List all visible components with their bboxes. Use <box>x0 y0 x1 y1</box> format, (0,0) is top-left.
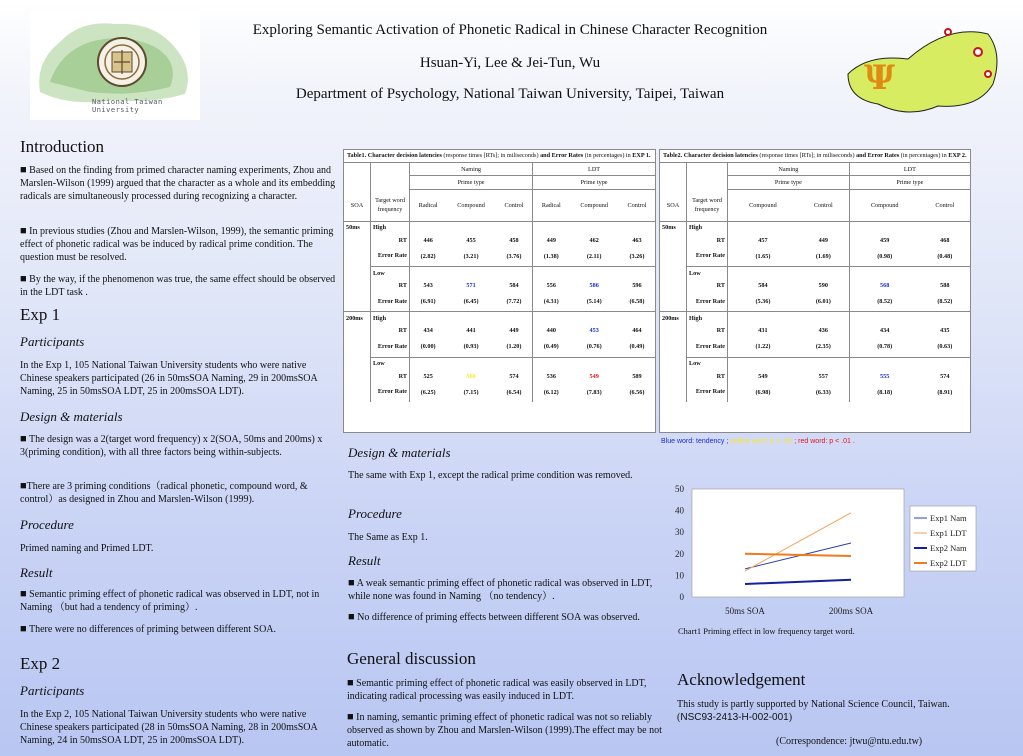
exp2-participants-text: In the Exp 2, 105 National Taiwan University students who were native Chinese speakers participated (28 in 50msSOA Naming, 28 in 200msSOA Naming, 24 in 50msSOA LDT, 25 in 200msSOA LDT). <box>20 709 318 747</box>
table1-cell: (0.49) <box>533 337 570 357</box>
exp1-design-text-1: The design was a 2(target word frequency) x 2(SOA, 50ms and 200ms) x 3(priming condition), with all three factors being within-subjects. <box>20 434 323 459</box>
table2-target-header: Target word frequency <box>687 189 728 221</box>
exp1-heading: Exp 1 <box>20 305 61 324</box>
x-tick-label: 50ms SOA <box>725 606 765 616</box>
table1-col-header: Compound <box>569 189 619 221</box>
ack-text-main: This study is partly supported by National Science Council, Taiwan.( <box>677 699 950 724</box>
table2-cell: 431 <box>728 325 798 337</box>
ack-grant: NSC93-2413-H-002-001 <box>680 712 789 724</box>
table2-cell: 549 <box>728 370 798 382</box>
table2-cell: (8.91) <box>937 388 953 396</box>
table2-error-label: Error Rate <box>687 337 728 357</box>
legend-blue: Blue word: tendency ; <box>661 438 729 445</box>
intro-text-2: In previous studies (Zhou and Marslen-Wilson, 1999), the semantic priming effect of phonetic radical was be induced by radical prime condition. The question must be resolved. <box>20 226 334 264</box>
table1-cell: (3.26) <box>629 252 645 260</box>
table1-prime-type-naming: Prime type <box>410 176 533 189</box>
exp1-procedure-heading: Procedure <box>20 517 74 532</box>
table2-grid <box>660 163 970 402</box>
table2-cell: 588 <box>940 282 950 290</box>
table2-cell: (0.78) <box>849 337 919 357</box>
table1-cell: (0.93) <box>463 343 479 351</box>
table1-soa-50: 50ms <box>346 224 360 232</box>
table2-error-label: Error Rate <box>687 247 728 267</box>
table1-soa-header: SOA <box>344 189 371 221</box>
table2-cell: 568 <box>849 279 919 291</box>
table1-cell: (7.15) <box>463 388 479 396</box>
table1-cell: 549 <box>589 372 599 380</box>
discussion-heading: General discussion <box>347 649 476 668</box>
ack-heading: Acknowledgement <box>677 670 806 689</box>
exp2-result-text-1: A weak semantic priming effect of phonetic radical was observed in LDT, while none was found in Naming （no tendency）. <box>348 578 653 603</box>
ack-text <box>677 698 977 724</box>
y-tick-label: 20 <box>675 548 684 559</box>
table1-cell: 446 <box>410 234 447 246</box>
table2-caption: Table2. Character decision latencies (response times [RTs]; in miliseconds) and Error Rates (in percentages) in EXP 2. <box>660 150 970 163</box>
table1-col-header: Radical <box>410 189 447 221</box>
table2-error-label: Error Rate <box>687 382 728 402</box>
x-tick-label: 200ms SOA <box>828 606 874 616</box>
legend-label: Exp1 Nam <box>930 513 967 523</box>
y-tick-label: 50 <box>675 484 684 494</box>
significance-legend <box>661 438 855 445</box>
bullet-icon: ■ <box>20 164 27 176</box>
table1-col-header: Radical <box>533 189 570 221</box>
table2-cell: (5.36) <box>728 292 798 312</box>
table2-naming-header: Naming <box>728 163 850 176</box>
table1-rt-label: RT <box>371 279 410 291</box>
y-tick-label: 30 <box>675 527 684 538</box>
table2-cell: 555 <box>849 370 919 382</box>
table2-soa-50: 50ms <box>662 224 676 232</box>
y-tick-label: 10 <box>675 570 684 581</box>
table1-freq-high: High <box>371 312 410 325</box>
exp1-design-paragraph-1 <box>20 433 338 459</box>
table2-cell: (6.01) <box>798 292 849 312</box>
table1-grid <box>344 163 655 402</box>
table2-rt-label: RT <box>687 279 728 291</box>
table1-rt-label: RT <box>371 370 410 382</box>
table2-cell: (6.98) <box>728 382 798 402</box>
table2-cell: 435 <box>940 327 950 335</box>
legend-yellow: yellow word: p < .05 <box>728 438 793 445</box>
table1-cell: (0.49) <box>629 343 645 351</box>
table2-cell: 584 <box>728 279 798 291</box>
exp1-result-text-2: There were no differences of priming between different SOA. <box>28 624 277 635</box>
discussion-text-2: In naming, semantic priming effect of phonetic radical was not so reliably observed as shown by Zhou and Marslen-Wilson (1999).The effect may be not automatic. <box>347 712 662 750</box>
bullet-icon: ■ <box>348 611 355 623</box>
exp2-participants-heading: Participants <box>20 683 85 698</box>
table1-cell: 449 <box>509 327 519 335</box>
table1-error-label: Error Rate <box>371 337 410 357</box>
table2-freq-high: High <box>687 221 728 234</box>
y-tick-label: 0 <box>679 592 684 602</box>
table1-cell: 462 <box>589 236 599 244</box>
exp2-result-heading: Result <box>348 553 381 568</box>
table1-cell: 458 <box>509 236 519 244</box>
table1-cell: 453 <box>589 327 599 335</box>
table2-freq-low: Low <box>687 357 728 370</box>
exp2-design-heading: Design & materials <box>348 445 451 460</box>
exp1-participants-text: In the Exp 1, 105 National Taiwan University students who were native Chinese speakers participated (26 in 50msSOA Naming, 29 in 200msSOA Naming, 25 in 50msSOA LDT, 25 in 200msSOA LDT). <box>20 360 318 398</box>
exp2-result-text-2: No difference of priming effects between different SOA was observed. <box>357 612 640 623</box>
table2-cell: (0.48) <box>937 252 953 260</box>
table1-col-header: Compound <box>446 189 496 221</box>
bullet-icon: ■ <box>347 677 354 689</box>
exp1-result-text-1: Semantic priming effect of phonetic radical was observed in LDT, not in Naming （but had a tendency of priming）. <box>20 589 320 614</box>
discussion-text-1: Semantic priming effect of phonetic radical was easily observed in LDT, indicating radical processing was easily induced in LDT. <box>347 678 647 703</box>
table1-prime-type-ldt: Prime type <box>533 176 655 189</box>
discussion-paragraph-2 <box>347 711 665 751</box>
table1-cell: 584 <box>509 282 519 290</box>
table1-cell: (1.38) <box>533 247 570 267</box>
psi-icon: Ψ <box>864 58 896 98</box>
exp1-participants-heading: Participants <box>20 334 85 349</box>
table2-cell: (8.52) <box>849 292 919 312</box>
table2-cell: (1.69) <box>815 252 831 260</box>
table1-col-header: Control <box>496 189 533 221</box>
table1-cell: (7.83) <box>586 388 602 396</box>
table1-caption: Table1. Character decision latencies (response times [RTs]; in miliseconds) and Error Rates (in percentages) in EXP 1. <box>344 150 655 163</box>
table2-cell: 434 <box>849 325 919 337</box>
intro-paragraph-1 <box>20 164 338 204</box>
table1-naming-header: Naming <box>410 163 533 176</box>
table2-cell: (8.18) <box>849 382 919 402</box>
chart-caption: Chart1 Priming effect in low frequency target word. <box>678 626 855 636</box>
exp2-result-paragraph-2 <box>348 611 663 624</box>
legend-red: ; red word: p < .01 . <box>792 438 855 445</box>
psychology-logo <box>828 14 1008 122</box>
intro-paragraph-3 <box>20 273 338 299</box>
table1 <box>343 149 656 433</box>
poster-affiliation: Department of Psychology, National Taiwan University, Taipei, Taiwan <box>295 86 725 102</box>
table1-freq-high: High <box>371 221 410 234</box>
table1-cell: (6.58) <box>619 292 655 312</box>
table1-error-label: Error Rate <box>371 292 410 312</box>
table1-cell: (6.25) <box>410 382 447 402</box>
table2-soa-200: 200ms <box>662 315 679 323</box>
table1-cell: (4.31) <box>533 292 570 312</box>
table1-cell: (6.91) <box>410 292 447 312</box>
table1-cell: (5.14) <box>569 292 619 312</box>
table2-cell: 449 <box>818 236 828 244</box>
exp1-design-paragraph-2 <box>20 480 338 506</box>
legend-label: Exp2 LDT <box>930 558 967 568</box>
table2-freq-high: High <box>687 312 728 325</box>
intro-paragraph-2 <box>20 225 338 265</box>
bullet-icon: ■ <box>20 273 27 285</box>
table1-soa-200: 200ms <box>346 315 363 323</box>
table1-cell: (1.20) <box>506 343 522 351</box>
exp1-procedure-text: Primed naming and Primed LDT. <box>20 543 154 554</box>
table1-cell: 464 <box>632 327 642 335</box>
table1-cell: 449 <box>533 234 570 246</box>
table2 <box>659 149 971 433</box>
table2-cell: 459 <box>849 234 919 246</box>
bullet-icon: ■ <box>20 480 27 492</box>
legend-label: Exp1 LDT <box>930 528 967 538</box>
bullet-icon: ■ <box>347 711 354 723</box>
table1-cell: 556 <box>533 279 570 291</box>
exp1-result-heading: Result <box>20 565 53 580</box>
intro-heading: Introduction <box>20 137 105 156</box>
exp1-result-paragraph-1 <box>20 588 338 614</box>
table1-cell: 571 <box>466 282 476 290</box>
table1-cell: (3.21) <box>463 252 479 260</box>
table1-cell: 543 <box>410 279 447 291</box>
legend-label: Exp2 Nam <box>930 543 967 553</box>
poster-authors: Hsuan-Yi, Lee & Jei-Tun, Wu <box>419 55 601 71</box>
table1-target-header: Target word frequency <box>371 189 410 221</box>
table1-cell: (3.76) <box>506 252 522 260</box>
table2-cell: (1.22) <box>728 337 798 357</box>
intro-text-1: Based on the finding from primed character naming experiments, Zhou and Marslen-Wilson (1999) argued that the character as a whole and its embedding radicals are simultaneously processed during recognizing a character. <box>20 165 336 203</box>
exp2-result-paragraph-1 <box>348 577 663 603</box>
table1-cell: 455 <box>466 236 476 244</box>
bullet-icon: ■ <box>20 623 27 635</box>
table1-cell: (6.45) <box>446 292 496 312</box>
table1-cell: (6.54) <box>506 388 522 396</box>
table2-freq-low: Low <box>687 267 728 280</box>
intro-text-3: By the way, if the phenomenon was true, the same effect should be observed in the LDT task . <box>20 274 336 299</box>
bullet-icon: ■ <box>348 577 355 589</box>
table1-cell: 525 <box>410 370 447 382</box>
table1-freq-low: Low <box>371 357 410 370</box>
table2-cell: 574 <box>940 372 950 380</box>
table1-cell: 434 <box>410 325 447 337</box>
exp2-procedure-text: The Same as Exp 1. <box>348 532 428 543</box>
table1-cell: 574 <box>509 372 519 380</box>
table2-col-header: Compound <box>849 189 919 221</box>
bullet-icon: ■ <box>20 588 27 600</box>
priming-effect-chart <box>644 480 984 640</box>
table2-rt-label: RT <box>687 234 728 246</box>
exp1-design-text-2: There are 3 priming conditions（radical phonetic, compound word, & control）as designed in Zhou and Marslen-Wilson (1999). <box>20 481 308 506</box>
table1-cell: (0.76) <box>586 343 602 351</box>
table1-cell: (2.82) <box>410 247 447 267</box>
table2-cell: 468 <box>940 236 950 244</box>
table1-cell: 441 <box>466 327 476 335</box>
table2-cell: 457 <box>728 234 798 246</box>
table2-cell: (6.33) <box>815 388 831 396</box>
table1-col-header: Control <box>619 189 655 221</box>
exp1-design-heading: Design & materials <box>20 409 123 424</box>
table2-cell: 557 <box>818 372 828 380</box>
table1-rt-label: RT <box>371 325 410 337</box>
table2-cell: (1.65) <box>728 247 798 267</box>
bullet-icon: ■ <box>20 433 27 445</box>
table1-cell: (7.72) <box>496 292 533 312</box>
table2-cell: (0.98) <box>849 247 919 267</box>
exp2-design-text: The same with Exp 1, except the radical prime condition was removed. <box>348 470 633 481</box>
table2-rt-label: RT <box>687 325 728 337</box>
discussion-paragraph-1 <box>347 677 665 703</box>
bullet-icon: ■ <box>20 225 27 237</box>
y-tick-label: 40 <box>675 505 684 516</box>
table1-error-label: Error Rate <box>371 382 410 402</box>
table1-cell: (2.11) <box>586 252 602 260</box>
table2-ldt-header: LDT <box>849 163 970 176</box>
table1-cell: 440 <box>533 325 570 337</box>
table2-prime-type-naming: Prime type <box>728 176 850 189</box>
exp1-result-paragraph-2 <box>20 623 338 636</box>
table2-soa-header: SOA <box>660 189 687 221</box>
chart-plot-area <box>692 489 904 597</box>
poster-title: Exploring Semantic Activation of Phonetic Radical in Chinese Character Recognition <box>252 22 768 38</box>
table2-col-header: Compound <box>728 189 798 221</box>
table1-cell: (0.00) <box>410 337 447 357</box>
table2-cell: (8.52) <box>920 292 970 312</box>
table2-col-header: Control <box>920 189 970 221</box>
table1-freq-low: Low <box>371 267 410 280</box>
table1-cell: 560 <box>466 372 476 380</box>
table2-cell: (2.35) <box>815 343 831 351</box>
table2-error-label: Error Rate <box>687 292 728 312</box>
table1-cell: 463 <box>632 236 642 244</box>
table2-col-header: Control <box>798 189 849 221</box>
exp2-heading: Exp 2 <box>20 654 61 673</box>
table2-cell: (0.63) <box>937 343 953 351</box>
table1-cell: 536 <box>533 370 570 382</box>
table1-error-label: Error Rate <box>371 247 410 267</box>
correspondence: (Correspondence: jtwu@ntu.edu.tw) <box>776 736 923 747</box>
exp2-procedure-heading: Procedure <box>348 506 402 521</box>
table1-cell: 589 <box>632 372 642 380</box>
table1-cell: 596 <box>632 282 642 290</box>
table2-cell: 436 <box>818 327 828 335</box>
table1-ldt-header: LDT <box>533 163 655 176</box>
table2-prime-type-ldt: Prime type <box>849 176 970 189</box>
ack-text-end: ) <box>788 712 793 724</box>
table1-cell: 586 <box>589 282 599 290</box>
table1-rt-label: RT <box>371 234 410 246</box>
logo-caption: National Taiwan University <box>92 98 163 114</box>
table2-rt-label: RT <box>687 370 728 382</box>
table1-cell: (6.12) <box>533 382 570 402</box>
table1-cell: (6.56) <box>629 388 645 396</box>
table2-cell: 590 <box>818 282 828 290</box>
